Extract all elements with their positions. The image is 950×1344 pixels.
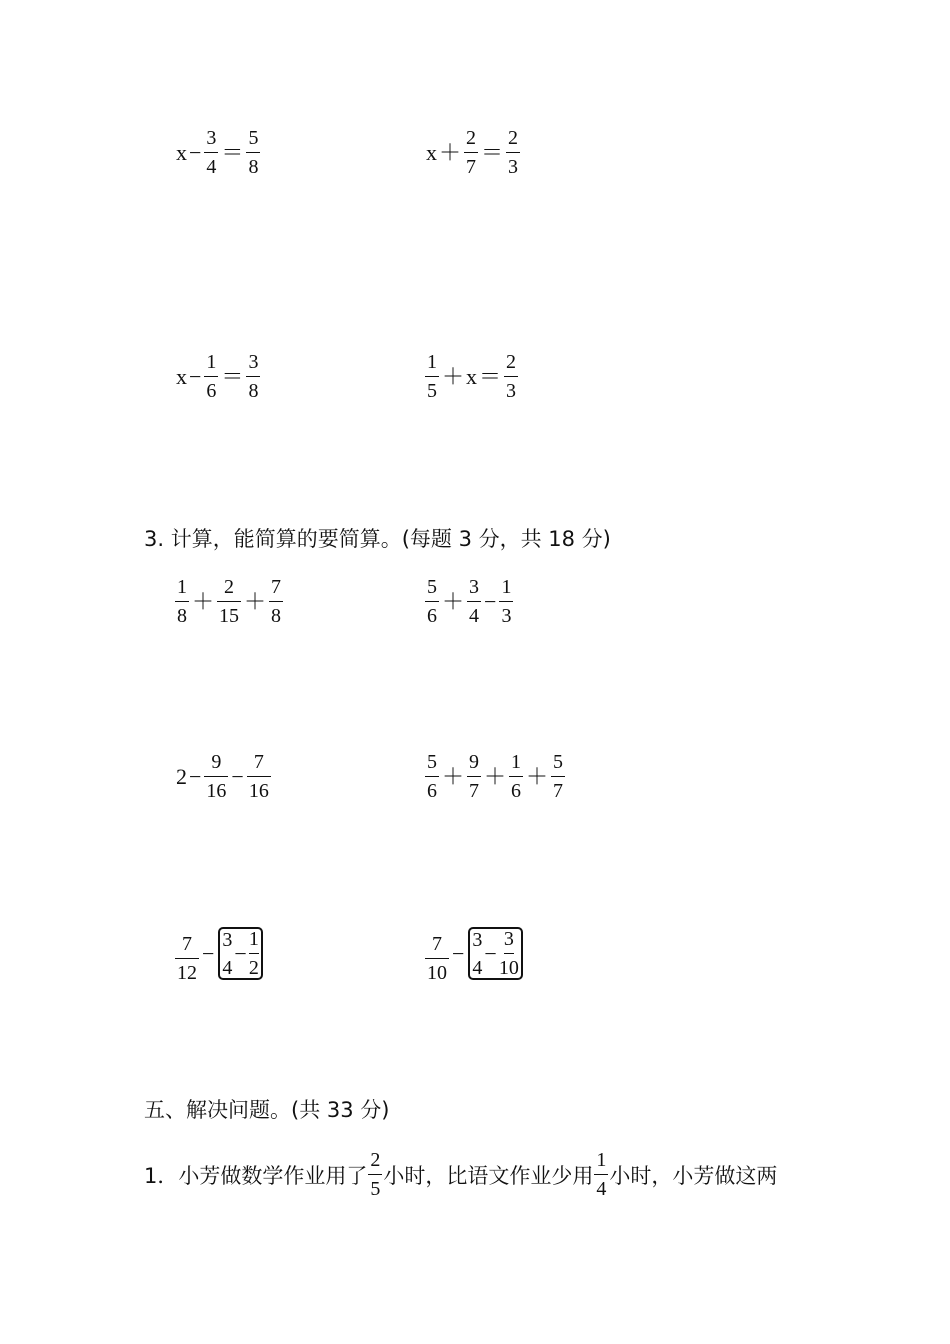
fraction: $\frac{9}{16}$ <box>206 751 227 802</box>
equals-sign: ＝ <box>221 363 244 389</box>
calc-5 <box>174 924 263 983</box>
fraction: $\frac{2}{5}$ <box>370 1149 381 1200</box>
fraction: $\frac{2}{3}$ <box>508 127 519 178</box>
fraction: $\frac{5}{7}$ <box>553 751 564 802</box>
operator: ＋ <box>442 588 465 614</box>
operator: ＋ <box>439 139 462 165</box>
operator: ＋ <box>244 588 267 614</box>
equation-4 <box>424 352 519 401</box>
fraction: $\frac{7}{8}$ <box>271 576 282 627</box>
bracket-fraction: 3 4 <box>222 928 233 979</box>
fraction: $\frac{1}{6}$ <box>511 751 522 802</box>
operator: − <box>189 363 202 389</box>
section-3-heading: 3. 计算，能简算的要简算。(每题 3 分，共 18 分) <box>144 527 611 551</box>
variable-x: x <box>176 139 187 165</box>
fraction: $\frac{1}{6}$ <box>206 351 217 402</box>
fraction: $\frac{1}{5}$ <box>427 351 437 402</box>
bracket-fraction: $\frac{3}{10}$ <box>498 928 519 979</box>
operator: ＋ <box>442 763 465 789</box>
calc-3 <box>176 752 272 801</box>
calc-4 <box>424 752 566 801</box>
equation-2 <box>426 128 521 177</box>
fraction: $\frac{2}{7}$ <box>466 127 477 178</box>
fraction: $\frac{3}{8}$ <box>248 351 259 402</box>
calc-6 <box>424 924 523 983</box>
operator: − <box>452 940 465 966</box>
bracket-fraction: 3 4 <box>472 928 483 979</box>
fraction: $\frac{1}{3}$ <box>501 576 512 627</box>
problem-1-mid: 小时，比语文作业少用 <box>383 1163 594 1188</box>
bracket-group <box>218 927 262 980</box>
fraction: $\frac{2}{15}$ <box>219 576 240 627</box>
equation-1 <box>176 128 261 177</box>
problem-1 <box>144 1150 777 1199</box>
fraction: $\frac{5}{6}$ <box>427 751 437 802</box>
fraction: $\frac{1}{8}$ <box>177 576 187 627</box>
operator: ＋ <box>526 763 549 789</box>
operator: ＋ <box>442 363 465 389</box>
problem-1-prefix: 1．小芳做数学作业用了 <box>144 1163 368 1188</box>
operator: − <box>484 940 497 966</box>
equals-sign: ＝ <box>481 139 504 165</box>
operator: − <box>189 763 202 789</box>
variable-x: x <box>426 139 437 165</box>
bracket-group <box>468 927 522 980</box>
calc-1 <box>174 577 284 626</box>
operator: − <box>189 139 202 165</box>
fraction: $\frac{3}{4}$ <box>206 127 217 178</box>
fraction: $\frac{9}{7}$ <box>469 751 480 802</box>
operator: ＋ <box>484 763 507 789</box>
whole-number: 2 <box>176 763 187 789</box>
fraction: $\frac{7}{12}$ <box>177 933 197 984</box>
calc-2 <box>424 577 514 626</box>
fraction: $\frac{7}{10}$ <box>427 933 447 984</box>
equals-sign: ＝ <box>221 139 244 165</box>
operator: ＋ <box>192 588 215 614</box>
operator: − <box>202 940 215 966</box>
operator: − <box>234 940 247 966</box>
section-5-heading: 五、解决问题。(共 33 分) <box>144 1098 390 1122</box>
operator: − <box>231 763 244 789</box>
problem-1-suffix: 小时，小芳做这两 <box>609 1163 778 1188</box>
variable-x: x <box>466 363 478 389</box>
fraction: $\frac{3}{4}$ <box>469 576 480 627</box>
fraction: $\frac{5}{8}$ <box>248 127 259 178</box>
fraction: $\frac{1}{4}$ <box>596 1149 607 1200</box>
equation-3 <box>176 352 261 401</box>
fraction: $\frac{2}{3}$ <box>506 351 517 402</box>
variable-x: x <box>176 363 187 389</box>
fraction: $\frac{7}{16}$ <box>248 751 269 802</box>
operator: − <box>484 588 497 614</box>
bracket-fraction: $\frac{1}{2}$ <box>248 928 259 979</box>
fraction: $\frac{5}{6}$ <box>427 576 437 627</box>
equals-sign: ＝ <box>479 363 502 389</box>
